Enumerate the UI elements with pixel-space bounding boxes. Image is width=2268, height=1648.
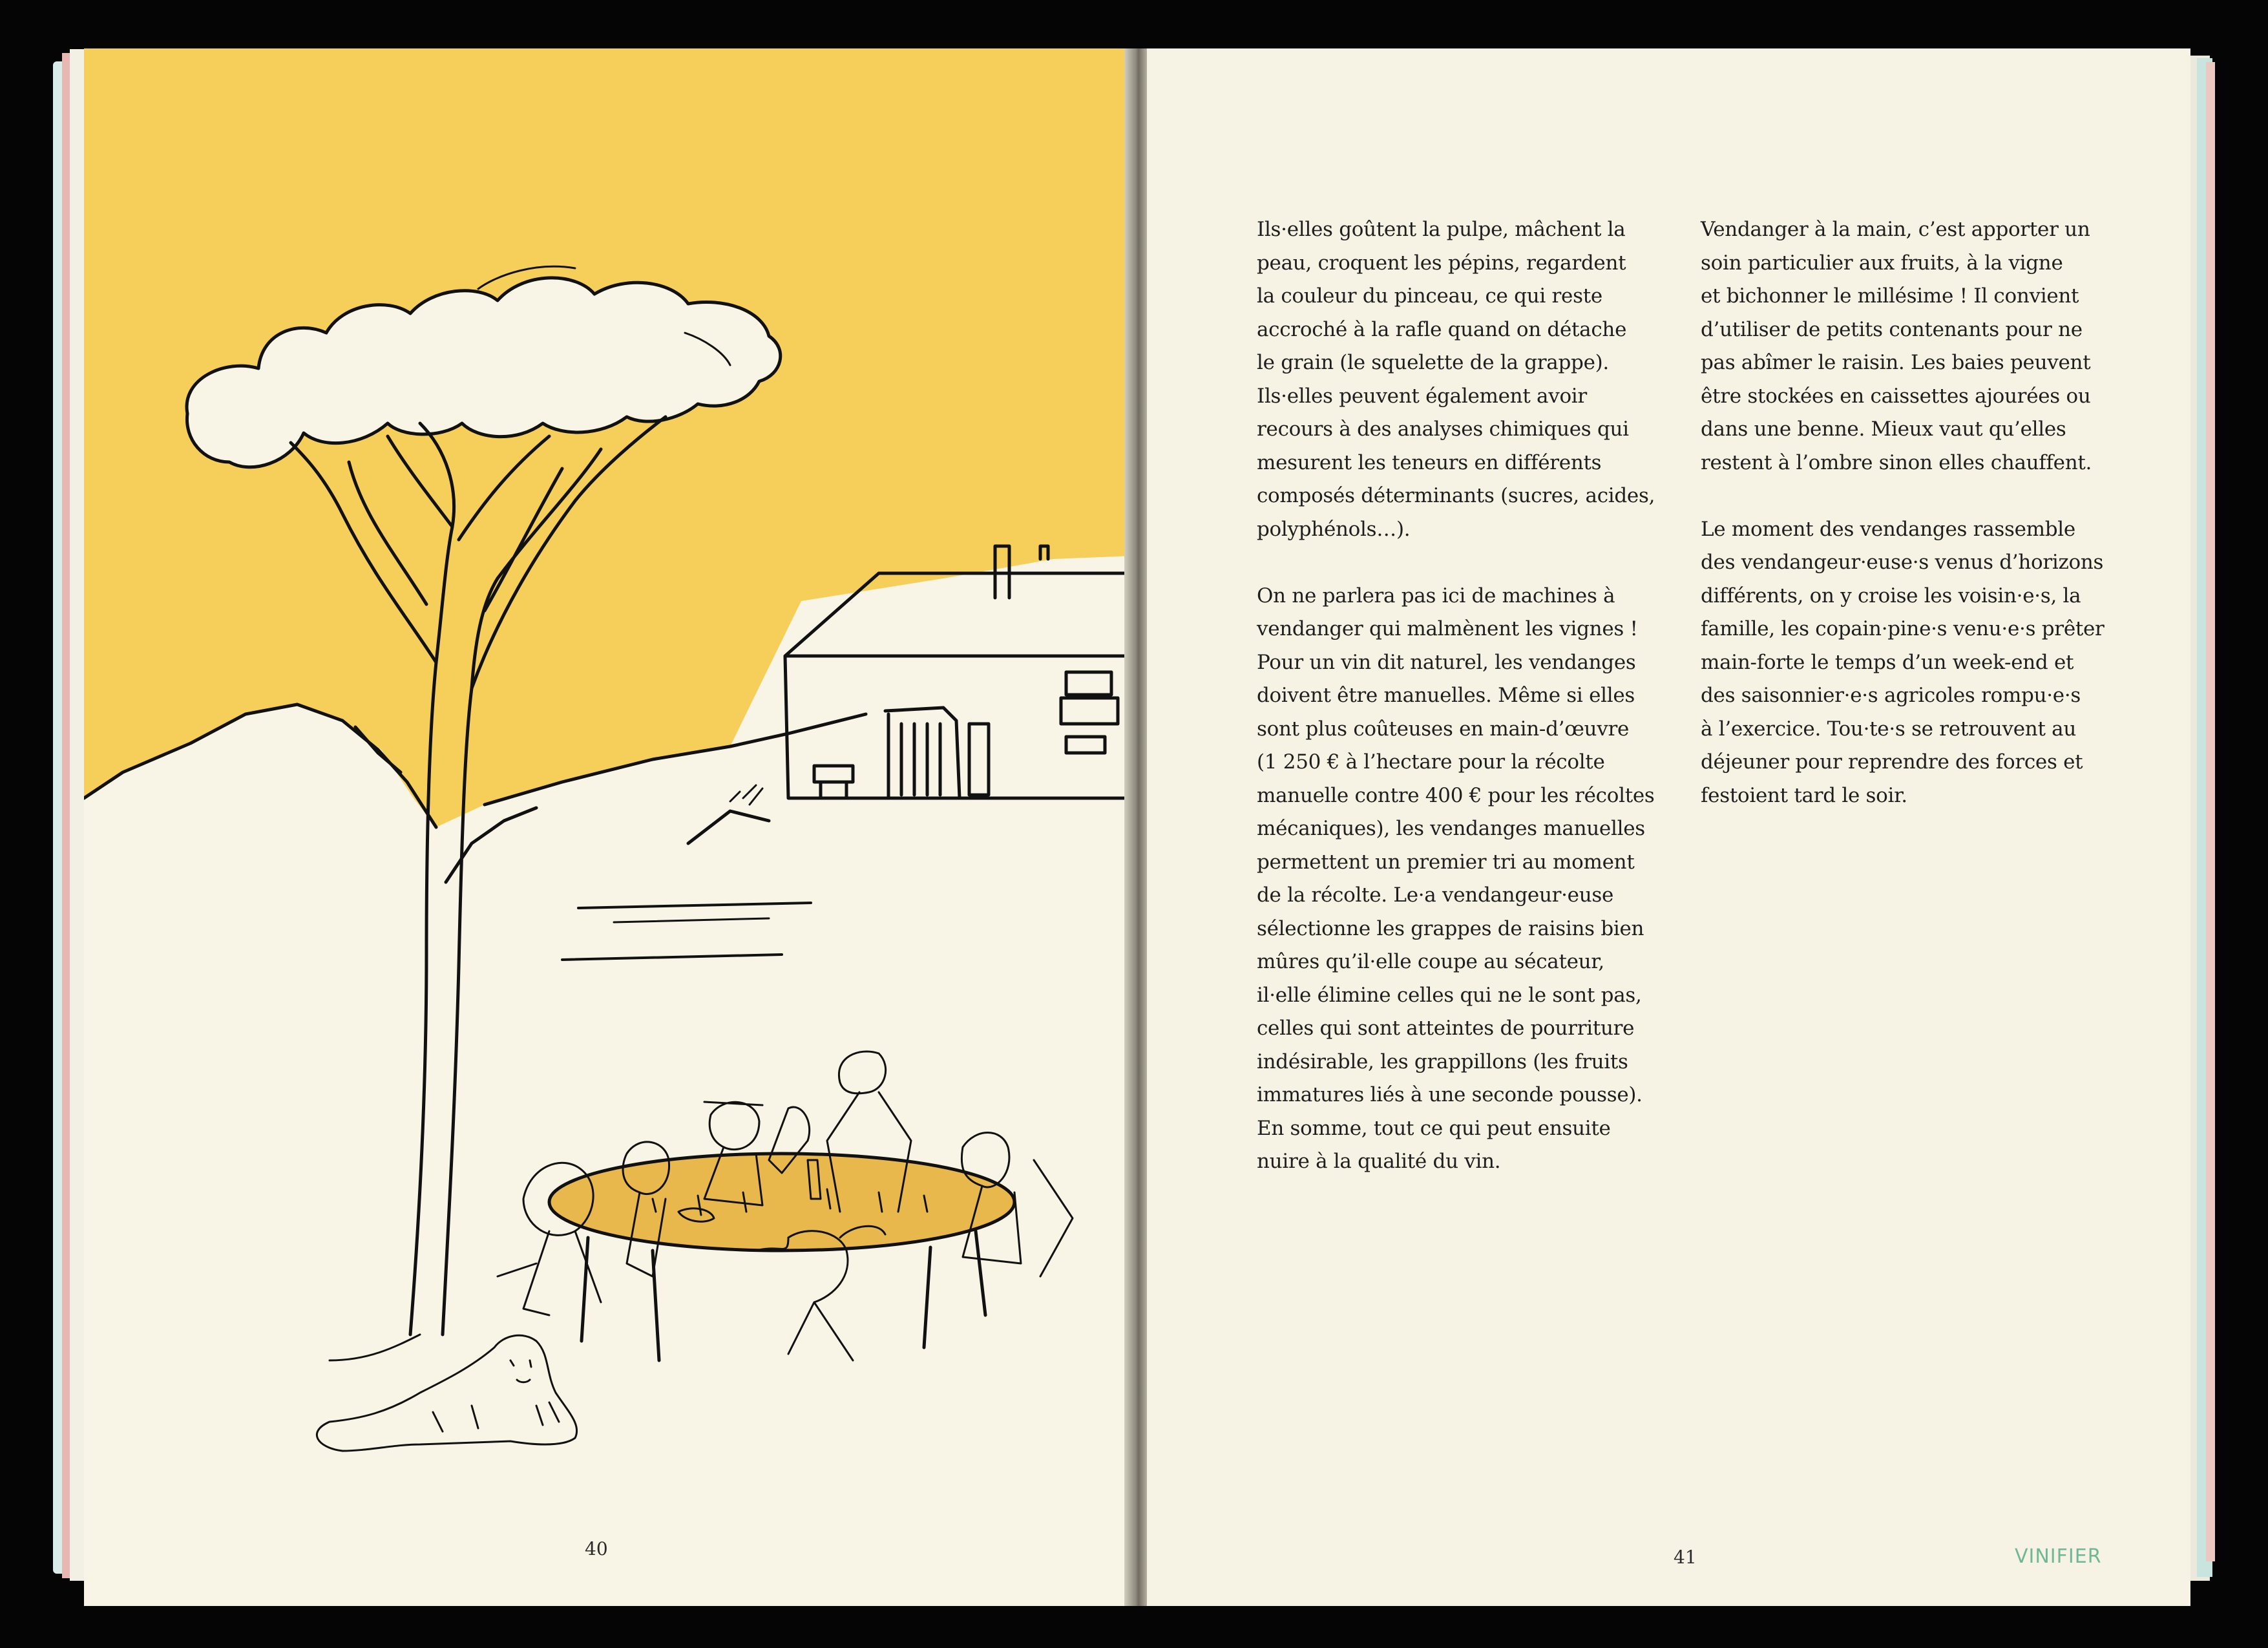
page-number: 40 — [585, 1538, 608, 1559]
paragraph: Vendanger à la main, c’est apporter un soin particulier aux fruits, à la vigne et bichonner le millésime ! Il convient d’utiliser de petits contenants pour ne pas abîmer le raisin. Les baies peuvent être stockées en caissettes ajourées ou dans une benne. Mieux vaut qu’elles restent à l’ombre sinon elles chauffent. — [1701, 218, 2092, 474]
harvest-illustration — [84, 48, 1134, 1606]
text-column-1 — [1257, 213, 1703, 1212]
right-page — [1147, 48, 2190, 1606]
page-edge — [2206, 62, 2215, 1561]
text-column-2 — [1701, 213, 2147, 846]
paragraph: On ne parlera pas ici de machines à vendanger qui malmènent les vignes ! Pour un vin dit naturel, les vendanges doivent être manuelles. Même si elles sont plus coûteuses en main-d’œuvre (1 250 € à l’hectare pour la récolte manuelle contre 400 € pour les récoltes mécaniques), les vendanges manuelles permettent un premier tri au moment de la récolte. Le·a vendangeur·euse sélectionne les grappes de raisins bien mûres qu’il·elle coupe au sécateur, il·elle élimine celles qui ne le sont pas, celles qui sont atteintes de pourriture indésirable, les grappillons (les fruits immatures liés à une seconde pousse). En somme, tout ce qui peut ensuite nuire à la qualité du vin. — [1257, 584, 1655, 1173]
dog — [317, 1335, 576, 1451]
section-label: VINIFIER — [2015, 1545, 2102, 1568]
page-edge — [70, 49, 84, 1581]
paragraph: Ils·elles goûtent la pulpe, mâchent la peau, croquent les pépins, regardent la couleur du pinceau, ce qui reste accroché à la rafle quand on détache le grain (le squelette de la grappe). Ils·elles peuvent également avoir recours à des analyses chimiques qui mesurent les teneurs en différents composés déterminants (sucres, acides, polyphénols…). — [1257, 218, 1655, 541]
paragraph: Le moment des vendanges rassemble des vendangeur·euse·s venus d’horizons différents, on y croise les voisin·e·s, la famille, les copain·pine·s venu·e·s prêter main-forte le temps d’un week-end et des saisonnier·e·s agricoles rompu·e·s à l’exercice. Tou·te·s se retrouvent au déjeuner pour reprendre des forces et festoient tard le soir. — [1701, 517, 2105, 807]
book-gutter — [1124, 48, 1150, 1606]
lunch-table — [549, 1154, 1014, 1251]
left-page — [84, 48, 1134, 1606]
page-number: 41 — [1674, 1547, 1697, 1568]
